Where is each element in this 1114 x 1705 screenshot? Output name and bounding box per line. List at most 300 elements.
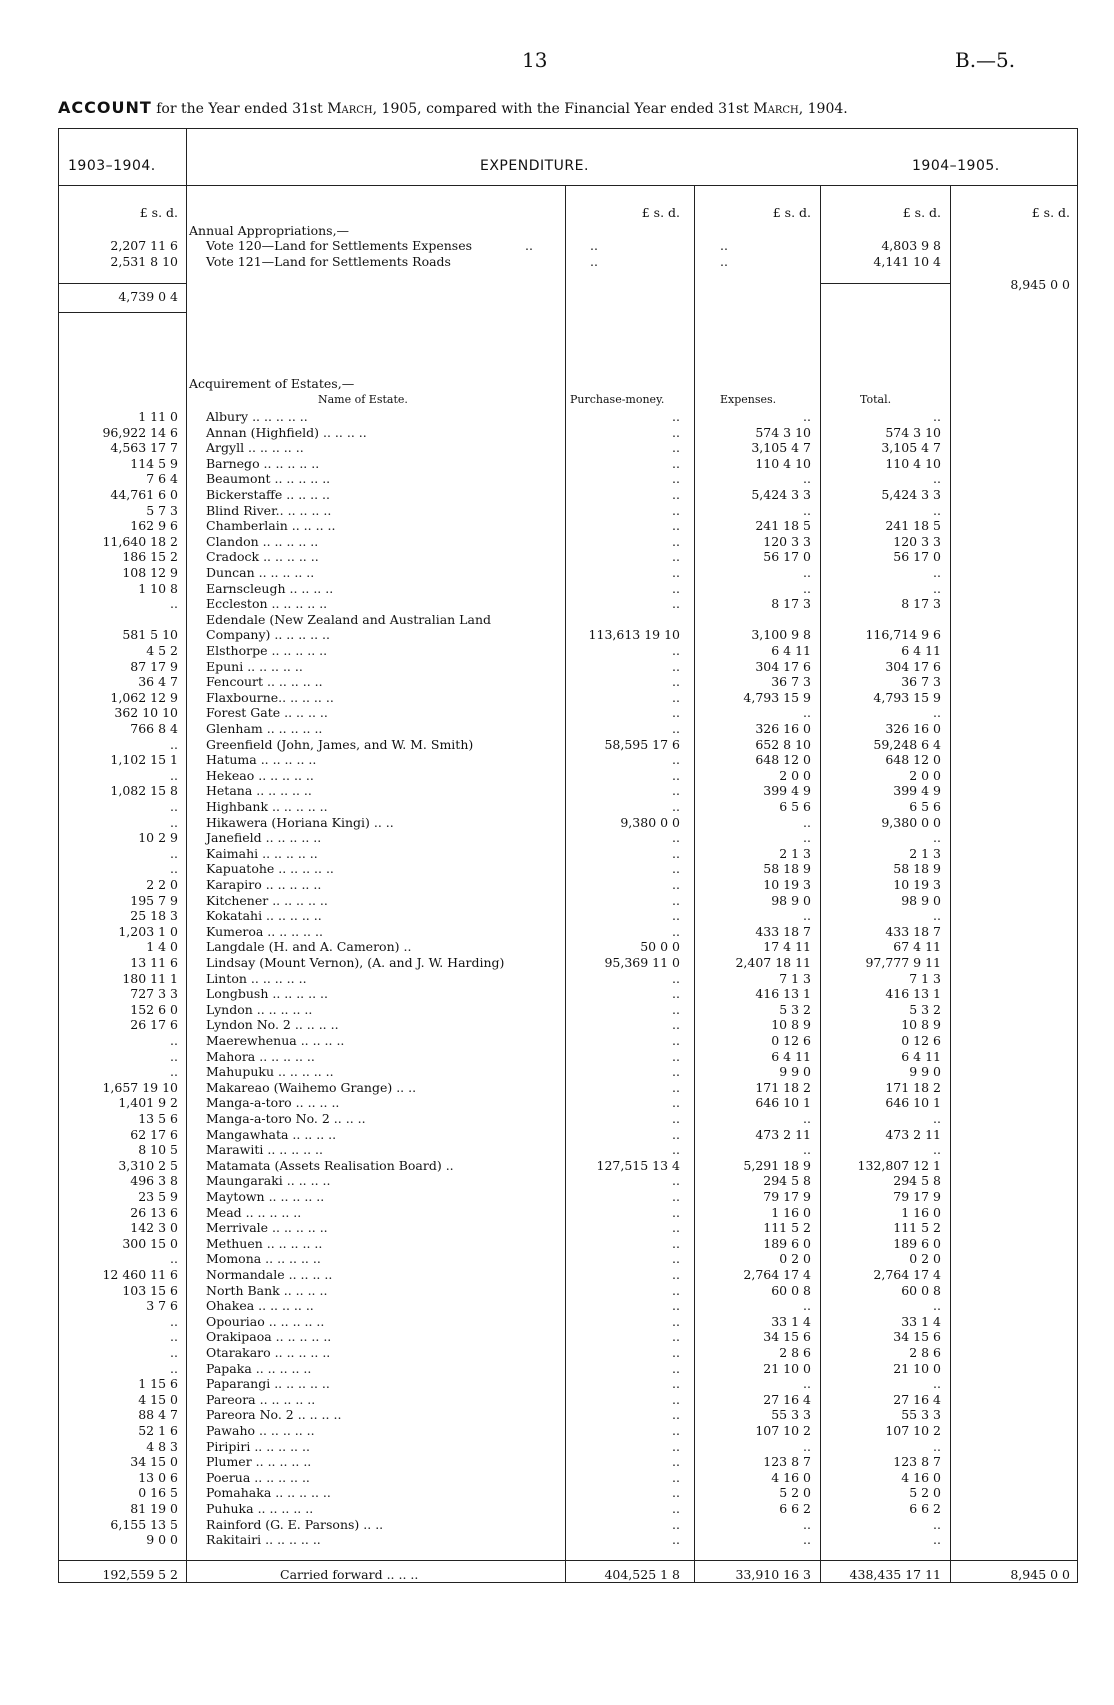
purchase-cell: .. [672,1329,680,1345]
prev-cell: 4 15 0 [138,1391,178,1407]
prev-cell: 36 4 7 [138,674,178,690]
expenses-cell: 304 17 6 [755,658,811,674]
purchase-cell: .. [672,1126,680,1142]
purchase-cell: .. [672,455,680,471]
total-cell: 0 12 6 [901,1033,941,1048]
total-cell: 3,105 4 7 [881,440,941,456]
estate-name-cell: Pomahaka .. .. .. .. .. [206,1485,331,1501]
prev-cell: .. [170,814,178,830]
prev-cell: 3 7 6 [146,1298,178,1314]
total-cell: 36 7 3 [901,674,941,690]
approp-value-1: 4,803 9 8 [881,238,941,253]
purchase-cell: .. [672,783,680,799]
expenses-cell: 6 6 2 [779,1501,811,1516]
expenses-cell: 2 1 3 [779,845,811,861]
prev-cell: 1 15 6 [138,1376,178,1392]
purchase-cell: .. [672,908,680,924]
purchase-cell: .. [672,1454,680,1470]
estate-name-cell: Albury .. .. .. .. .. [206,409,308,424]
total-cell: 33 1 4 [901,1313,941,1329]
table-row [0,1517,1114,1533]
purchase-cell: .. [672,643,680,658]
expenses-cell: 21 10 0 [763,1360,811,1376]
expenses-cell: 4 16 0 [771,1469,811,1485]
expenses-cell: 6 4 11 [771,643,811,658]
table-row [0,456,1114,472]
table-row [0,565,1114,581]
expenses-cell: .. [803,471,811,487]
table-row [0,1095,1114,1111]
purchase-cell: .. [672,1267,680,1282]
estate-name-cell: Earnscleugh .. .. .. .. [206,580,334,596]
estate-name-cell: Eccleston .. .. .. .. .. [206,596,328,612]
approp-sum-rule [820,283,950,284]
purchase-cell: .. [672,705,680,721]
table-row [0,861,1114,877]
table-row [0,1064,1114,1080]
expenses-cell: 473 2 11 [755,1126,811,1142]
purchase-cell: .. [672,1048,680,1064]
table-row [0,1345,1114,1361]
table-row [0,659,1114,675]
table-row [0,518,1114,534]
table-row [0,986,1114,1002]
prev-cell: 4,563 17 7 [110,440,178,456]
purchase-cell: .. [672,674,680,690]
prev-cell: 52 1 6 [138,1423,178,1438]
prev-cell: 114 5 9 [130,455,178,471]
estate-name-cell: Beaumont .. .. .. .. .. [206,471,331,487]
prev-cell: 5 7 3 [146,502,178,518]
expenses-cell: 79 17 9 [763,1189,811,1204]
prev-cell: .. [170,1313,178,1329]
approp-total-bottom-rule [58,312,186,313]
purchase-cell: .. [672,518,680,534]
expenses-cell: 652 8 10 [755,736,811,752]
estate-name-cell: Makareao (Waihemo Grange) .. .. [206,1079,417,1095]
expenses-cell: .. [803,1438,811,1454]
total-cell: 399 4 9 [893,783,941,799]
table-row [0,1329,1114,1345]
total-cell: .. [933,409,941,424]
estate-name-cell: Manga-a-toro No. 2 .. .. .. [206,1111,366,1126]
purchase-cell: .. [672,487,680,502]
purchase-cell: .. [672,409,680,424]
purchase-cell: .. [672,892,680,908]
table-row [0,705,1114,721]
expenses-cell: 294 5 8 [763,1173,811,1189]
prev-cell: 13 11 6 [130,955,178,970]
total-cell: 0 2 0 [909,1251,941,1267]
footer-rule [58,1560,1078,1561]
purchase-cell: .. [672,970,680,986]
left-year-header: 1903–1904. [68,158,156,174]
purchase-cell: .. [672,1142,680,1158]
prev-cell: 11,640 18 2 [102,533,178,549]
table-row [0,596,1114,612]
purchase-cell: .. [672,1235,680,1251]
purchase-cell: .. [672,502,680,518]
prev-cell: 727 3 3 [130,986,178,1002]
estate-name-cell: Duncan .. .. .. .. .. [206,565,315,580]
total-cell: .. [933,471,941,487]
total-cell: 58 18 9 [893,861,941,877]
estate-name-cell: Matamata (Assets Realisation Board) .. [206,1157,454,1173]
expenses-cell: 56 17 0 [763,549,811,565]
prev-cell: .. [170,736,178,752]
estate-name-cell: Highbank .. .. .. .. .. [206,799,328,814]
purchase-cell: .. [672,1064,680,1080]
estate-name-cell: Otarakaro .. .. .. .. .. [206,1345,331,1360]
estate-name-cell: Hekeao .. .. .. .. .. [206,767,314,783]
estate-name-cell: Paparangi .. .. .. .. .. [206,1376,330,1392]
total-cell: 6 4 11 [901,643,941,658]
prev-cell: 4 5 2 [146,643,178,658]
total-cell: .. [933,580,941,596]
total-cell: 132,807 12 1 [857,1157,941,1173]
estate-name-cell: Elsthorpe .. .. .. .. .. [206,643,328,658]
total-cell: .. [933,1532,941,1548]
expenses-cell: 9 9 0 [779,1064,811,1080]
total-cell: 6 5 6 [909,799,941,814]
prev-cell: 1,203 1 0 [118,923,178,939]
purchase-cell: .. [672,986,680,1002]
prev-cell: .. [170,767,178,783]
expenses-cell: .. [803,1298,811,1314]
estate-name-cell: Chamberlain .. .. .. .. [206,518,336,534]
total-cell: 7 1 3 [909,970,941,986]
expenses-cell: 433 18 7 [755,923,811,939]
approp-dots-2c: .. [720,254,728,269]
estate-name-cell: Puhuka .. .. .. .. .. [206,1501,314,1516]
table-row [0,924,1114,940]
purchase-cell: .. [672,1189,680,1204]
estate-name-cell: Rakitairi .. .. .. .. .. [206,1532,321,1548]
lsd-header-expenses: £ s. d. [772,205,811,220]
prev-cell: 1,102 15 1 [110,752,178,768]
estate-name-cell: Marawiti .. .. .. .. .. [206,1142,323,1158]
estate-name-cell: Pawaho .. .. .. .. .. [206,1423,315,1438]
table-row [0,690,1114,706]
total-cell: 67 4 11 [893,939,941,955]
prev-cell: 25 18 3 [130,908,178,924]
total-cell: .. [933,705,941,721]
expenses-cell: 17 4 11 [763,939,811,955]
expenses-cell: 10 8 9 [771,1017,811,1033]
total-cell: .. [933,830,941,846]
table-row [0,1485,1114,1501]
approp-prev-1: 2,207 11 6 [110,238,178,253]
total-header: Total. [860,393,892,406]
prev-cell: 1,062 12 9 [110,689,178,705]
table-row [0,830,1114,846]
table-row [0,1501,1114,1517]
total-cell: 97,777 9 11 [865,955,941,970]
expenses-cell: 5 2 0 [779,1485,811,1501]
estate-name-cell: Normandale .. .. .. .. [206,1267,333,1282]
expenses-cell: 10 19 3 [763,877,811,892]
purchase-cell: .. [672,1407,680,1423]
prev-cell: 88 4 7 [138,1407,178,1423]
approp-dots-1a: .. [525,238,533,253]
estate-name-cell: Hatuma .. .. .. .. .. [206,752,317,768]
prev-cell: 142 3 0 [130,1220,178,1236]
total-cell: 473 2 11 [885,1126,941,1142]
purchase-cell: .. [672,923,680,939]
prev-cell: 62 17 6 [130,1126,178,1142]
purchase-cell: .. [672,799,680,814]
expenses-cell: 648 12 0 [755,752,811,768]
total-cell: 10 19 3 [893,877,941,892]
purchase-cell: .. [672,1204,680,1220]
prev-cell: 9 0 0 [146,1532,178,1548]
prev-cell: .. [170,1329,178,1345]
table-row [0,721,1114,737]
table-row [0,1376,1114,1392]
expenses-header: Expenses. [720,393,777,406]
table-row [0,1049,1114,1065]
estate-name-cell: Glenham .. .. .. .. .. [206,721,323,736]
footer-grand-total: 8,945 0 0 [1010,1567,1070,1582]
estate-name-cell: Linton .. .. .. .. .. [206,970,307,986]
purchase-cell: .. [672,471,680,487]
expenditure-header: EXPENDITURE. [480,158,589,174]
approp-label-2: Vote 121—Land for Settlements Roads [206,254,451,269]
estate-name-cell: Longbush .. .. .. .. .. [206,986,328,1002]
expenses-cell: 3,100 9 8 [751,627,811,643]
total-cell: 6 4 11 [901,1048,941,1064]
estate-name-cell: Ohakea .. .. .. .. .. [206,1298,314,1314]
expenses-cell: 27 16 4 [763,1391,811,1407]
expenses-cell: .. [803,1111,811,1126]
estate-name-cell: Papaka .. .. .. .. .. [206,1360,312,1376]
table-row [0,752,1114,768]
table-row [0,1423,1114,1439]
prev-cell: 1,657 19 10 [102,1079,178,1095]
expenses-cell: 60 0 8 [771,1282,811,1298]
table-row [0,799,1114,815]
estate-name-cell: Annan (Highfield) .. .. .. .. [206,424,367,440]
expenses-cell: .. [803,814,811,830]
total-cell: 6 6 2 [909,1501,941,1516]
prev-cell: 6,155 13 5 [110,1516,178,1532]
expenses-cell: 646 10 1 [755,1095,811,1111]
lsd-header-grand: £ s. d. [1031,205,1070,220]
table-row [0,971,1114,987]
prev-cell: .. [170,596,178,612]
prev-cell: .. [170,861,178,877]
total-cell: 574 3 10 [885,424,941,440]
expenses-cell: .. [803,1516,811,1532]
prev-cell: 7 6 4 [146,471,178,487]
expenses-cell: 2 8 6 [779,1345,811,1360]
estate-name-cell: Merrivale .. .. .. .. .. [206,1220,328,1236]
prev-cell: .. [170,1064,178,1080]
total-cell: 433 18 7 [885,923,941,939]
expenses-cell: .. [803,1532,811,1548]
table-row [0,1454,1114,1470]
expenses-cell: 171 18 2 [755,1079,811,1095]
table-row [0,1158,1114,1174]
estate-name-cell: Hikawera (Horiana Kingi) .. .. [206,814,394,830]
expenses-cell: 5,424 3 3 [751,487,811,502]
prev-cell: 300 15 0 [122,1235,178,1251]
estate-name-cell: Methuen .. .. .. .. .. [206,1235,323,1251]
expenses-cell: 5,291 18 9 [743,1157,811,1173]
expenses-cell: .. [803,1142,811,1158]
purchase-cell: .. [672,565,680,580]
table-row [0,1407,1114,1423]
table-row [0,893,1114,909]
purchase-cell: .. [672,1345,680,1360]
table-row [0,409,1114,425]
total-cell: 10 8 9 [901,1017,941,1033]
table-row [0,581,1114,597]
expenses-cell: .. [803,1376,811,1392]
expenses-cell: 2,764 17 4 [743,1267,811,1282]
total-cell: 171 18 2 [885,1079,941,1095]
purchase-cell: .. [672,1313,680,1329]
purchase-cell: .. [672,1111,680,1126]
purchase-cell: .. [672,1079,680,1095]
table-row [0,768,1114,784]
total-cell: 4 16 0 [901,1469,941,1485]
total-cell: 8 17 3 [901,596,941,612]
prev-cell: 581 5 10 [122,627,178,643]
table-row [0,1205,1114,1221]
prev-cell: 2 2 0 [146,877,178,892]
expenses-cell: 4,793 15 9 [743,689,811,705]
table-row [0,1220,1114,1236]
purchase-cell: .. [672,533,680,549]
prev-cell: 0 16 5 [138,1485,178,1501]
table-row [0,1002,1114,1018]
purchase-cell: .. [672,658,680,674]
approp-label-1: Vote 120—Land for Settlements Expenses [206,238,473,253]
prev-cell: .. [170,845,178,861]
expenses-cell: 3,105 4 7 [751,440,811,456]
prev-cell: 103 15 6 [122,1282,178,1298]
table-row [0,674,1114,690]
total-cell: 79 17 9 [893,1189,941,1204]
estate-name-cell: Manga-a-toro .. .. .. .. [206,1095,340,1111]
total-cell: 21 10 0 [893,1360,941,1376]
table-row [0,1439,1114,1455]
prev-cell: 362 10 10 [114,705,178,721]
page-number: 13 [522,48,548,72]
total-cell: 55 3 3 [901,1407,941,1423]
approp-dots-2b: .. [590,254,598,269]
prev-cell: 162 9 6 [130,518,178,534]
table-row [0,549,1114,565]
estate-name-cell: Maytown .. .. .. .. .. [206,1189,325,1204]
prev-cell: 12 460 11 6 [102,1267,178,1282]
total-cell: 98 9 0 [901,892,941,908]
purchase-cell: .. [672,1095,680,1111]
approp-prev-2: 2,531 8 10 [110,254,178,269]
expenses-cell: 123 8 7 [763,1454,811,1470]
total-cell: .. [933,908,941,924]
expenses-cell: 58 18 9 [763,861,811,877]
table-row [0,877,1114,893]
expenses-cell: 7 1 3 [779,970,811,986]
estate-name-cell: Lindsay (Mount Vernon), (A. and J. W. Harding) [206,955,505,970]
total-cell: 189 6 0 [893,1235,941,1251]
expenses-cell: 5 3 2 [779,1001,811,1017]
total-cell: 60 0 8 [901,1282,941,1298]
estate-name-cell: Orakipaoa .. .. .. .. .. [206,1329,332,1345]
estate-name-cell: Plumer .. .. .. .. .. [206,1454,312,1470]
total-cell: .. [933,502,941,518]
prev-cell: 13 0 6 [138,1469,178,1485]
purchase-cell: .. [672,1001,680,1017]
prev-cell: 23 5 9 [138,1189,178,1204]
purchase-cell: .. [672,1298,680,1314]
prev-cell: 186 15 2 [122,549,178,565]
estate-name-cell: Edendale (New Zealand and Australian Land [206,611,491,627]
estate-name-cell: Mangawhata .. .. .. .. [206,1126,337,1142]
table-row [0,1392,1114,1408]
prev-cell: 8 10 5 [138,1142,178,1158]
table-row [0,846,1114,862]
expenses-cell: .. [803,830,811,846]
estate-name-cell: Poerua .. .. .. .. .. [206,1469,310,1485]
estate-name-cell: Lyndon No. 2 .. .. .. .. [206,1017,339,1033]
expenses-cell: 574 3 10 [755,424,811,440]
estate-name-cell: Blind River.. .. .. .. .. [206,502,332,518]
table-row [0,1532,1114,1548]
estate-name-cell: Epuni .. .. .. .. .. [206,658,303,674]
expenses-cell: 241 18 5 [755,518,811,534]
expenses-cell: .. [803,705,811,721]
expenses-cell: .. [803,908,811,924]
estate-name-cell: Lyndon .. .. .. .. .. [206,1001,313,1017]
total-cell: 1 16 0 [901,1204,941,1220]
prev-cell: .. [170,1251,178,1267]
table-row [0,503,1114,519]
table-row [0,487,1114,503]
table-row [0,955,1114,971]
account-title: ACCOUNT for the Year ended 31st March, 1905, compared with the Financial Year ended 31st March, 1904. [58,98,848,117]
estate-name-cell: Argyll .. .. .. .. .. [206,440,304,456]
purchase-cell: 50 0 0 [640,939,680,955]
table-row [0,471,1114,487]
table-row [0,643,1114,659]
table-row [0,1251,1114,1267]
estate-name-cell: Mead .. .. .. .. .. [206,1204,302,1220]
expenses-cell: 33 1 4 [771,1313,811,1329]
purchase-cell: .. [672,861,680,877]
estate-name-cell: Janefield .. .. .. .. .. [206,830,322,846]
purchase-cell: .. [672,440,680,456]
purchase-cell: .. [672,1033,680,1048]
purchase-cell: .. [672,830,680,846]
total-cell: 241 18 5 [885,518,941,534]
table-row [0,908,1114,924]
estate-name-cell: Rainford (G. E. Parsons) .. .. [206,1516,384,1532]
table-row [0,1298,1114,1314]
purchase-cell: .. [672,1391,680,1407]
table-row [0,939,1114,955]
purchase-cell: .. [672,1173,680,1189]
estate-name-cell: Karapiro .. .. .. .. .. [206,877,322,892]
prev-cell: 10 2 9 [138,830,178,846]
carried-forward-label: Carried forward .. .. .. [280,1567,419,1582]
total-cell: 34 15 6 [893,1329,941,1345]
purchase-cell: .. [672,752,680,768]
prev-cell: 4 8 3 [146,1438,178,1454]
total-cell: 5,424 3 3 [881,487,941,502]
